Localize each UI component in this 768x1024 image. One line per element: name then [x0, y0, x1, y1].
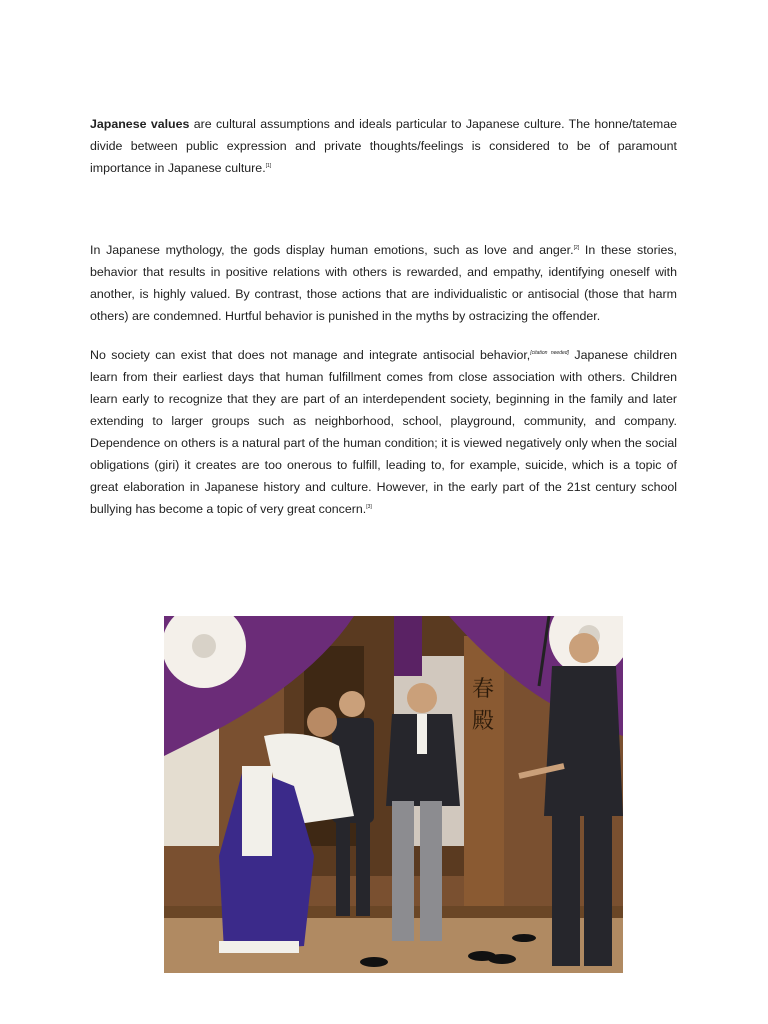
paragraph-mythology: [90, 239, 677, 327]
shrine-visit-illustration: [164, 616, 623, 973]
svg-text:殿: 殿: [472, 709, 495, 734]
mythology-text-b: In these stories, behavior that results in positive relations with others is rewarded, and empathy, identifying oneself with another, is highly valued. By contrast, those actions that are individualistic or antisocial (those that harm others) are condemned. Hurtful behavior is punished in the myths by ostracizing the offender.: [90, 243, 677, 323]
svg-text:春: 春: [472, 677, 495, 702]
article-body: [90, 113, 677, 520]
mythology-text-a: In Japanese mythology, the gods display human emotions, such as love and anger.: [90, 243, 574, 257]
reference-3[interactable]: [3]: [366, 504, 372, 510]
paragraph-intro: [90, 113, 677, 179]
paragraph-society: [90, 344, 677, 520]
term-japanese-values: Japanese values: [90, 117, 190, 131]
intro-text: are cultural assumptions and ideals particular to Japanese culture. The honne/tatemae divide between public expression and private thoughts/feelings is considered to be of paramount importance in Japanese culture.: [90, 117, 677, 175]
reference-2[interactable]: [2]: [573, 245, 580, 251]
society-text-a: No society can exist that does not manage and integrate antisocial behavior,: [90, 348, 531, 362]
reference-1[interactable]: [1]: [265, 163, 272, 169]
society-text-b: Japanese children learn from their earliest days that human fulfillment comes from close association with others. Children learn early to recognize that they are part of an interdependent society, beginning in the family and later extending to larger groups such as neighborhood, school, playground, community, and company. Dependence on others is a natural part of the human condition; it is viewed negatively only when the social obligations (giri) it creates are too onerous to fulfill, leading to, for example, suicide, which is a topic of great elaboration in Japanese history and culture. However, in the early part of the 21st century school bullying has become a topic of very great concern.: [90, 348, 677, 516]
shrine-visit-photo: [164, 616, 623, 973]
citation-needed[interactable]: [citation needed]: [530, 350, 569, 356]
